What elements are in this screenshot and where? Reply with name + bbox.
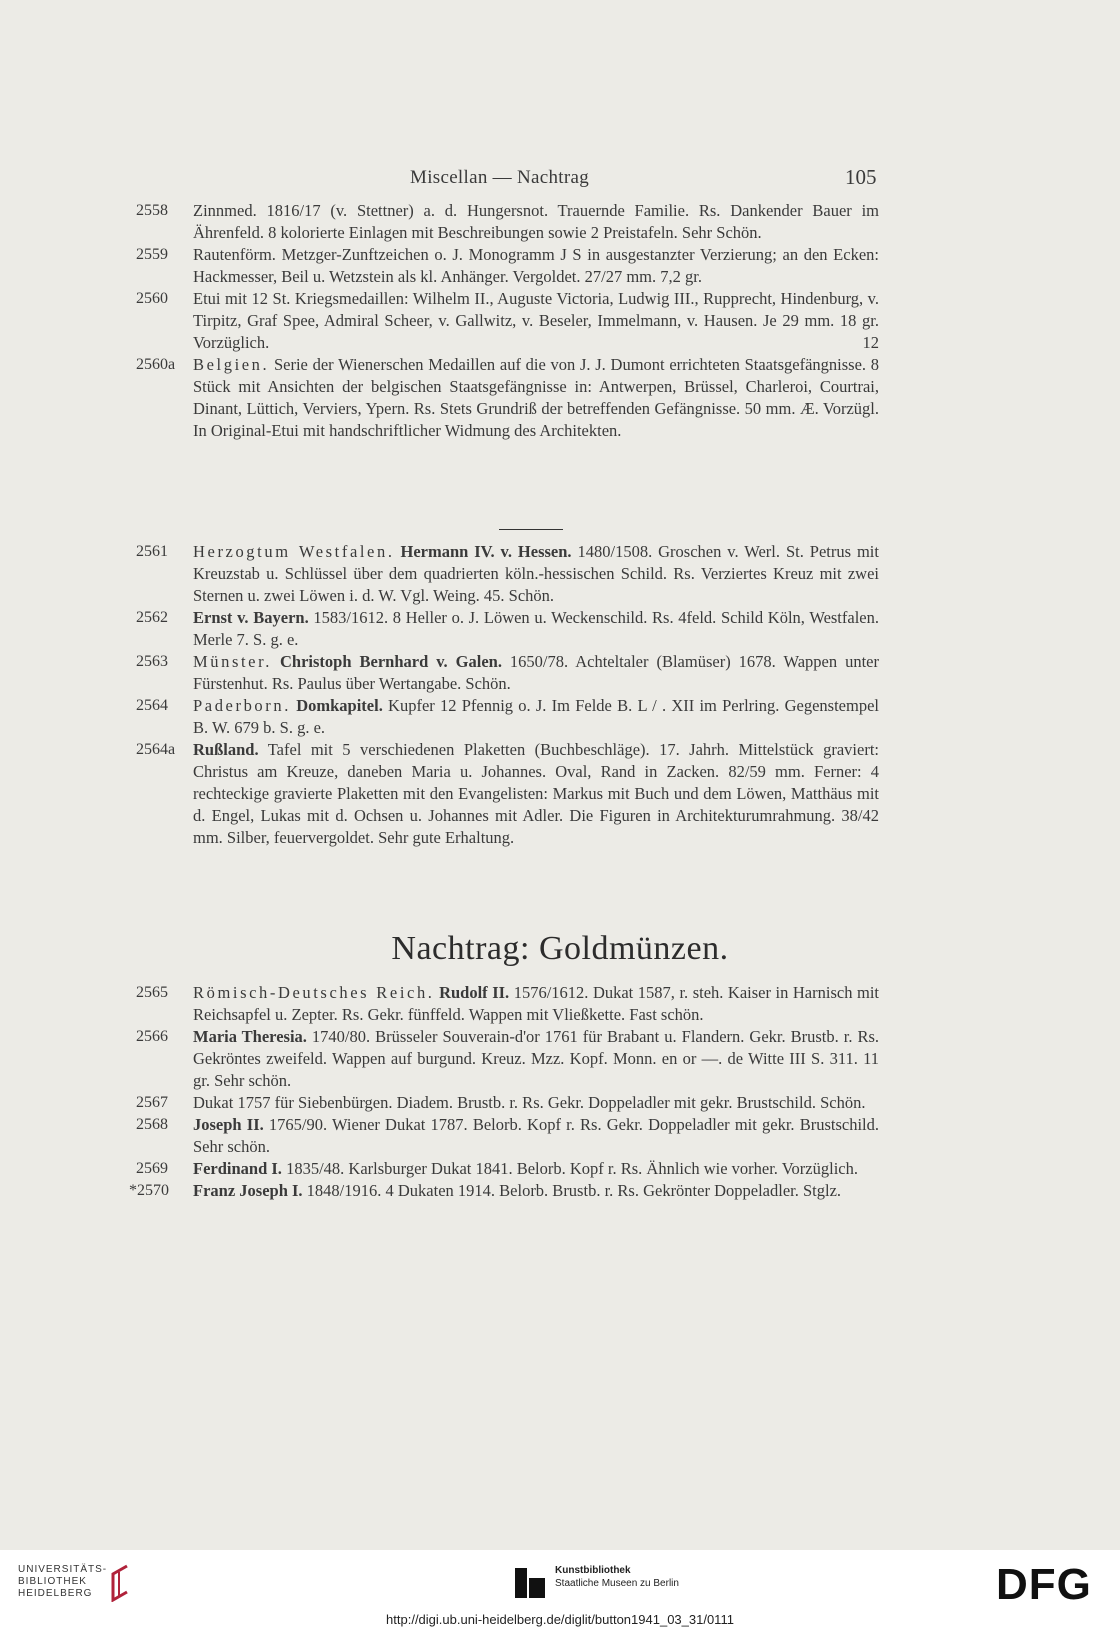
entry-description: Rautenförm. Metzger-Zunftzeichen o. J. Monogramm J S in ausgestanzter Verzierung; an den Ecken: Hackmesser, Beil u. Wetzstein als kl. Anhänger. Vergoldet. 27/27 mm. 7,2 gr.: [193, 245, 879, 286]
entry-description: 1480/1508. Groschen v. Werl. St. Petrus mit Kreuzstab u. Schlüssel über dem quadrierten köln.-hessischen Schild. Rs. Verziertes Kreuz mit zwei Sternen u. zwei Löwen i. d. W. Vgl. Weing. 45. Schön.: [193, 542, 879, 605]
catalog-entry: [0, 244, 1120, 288]
catalog-entry: [0, 1158, 1120, 1180]
catalog-entries-goldmuenzen: [0, 982, 1120, 1202]
catalog-entry: [0, 1092, 1120, 1114]
dfg-logo[interactable]: DFG: [996, 1560, 1092, 1609]
catalog-entry: [0, 1114, 1120, 1158]
ub-logo-line: BIBLIOTHEK: [18, 1576, 87, 1587]
catalog-entry: [0, 1180, 1120, 1202]
lot-number: 2560a: [136, 356, 176, 373]
entry-text: [193, 982, 879, 1026]
entry-text: [193, 200, 879, 244]
entry-text: [193, 244, 879, 288]
permalink-url[interactable]: http://digi.ub.uni-heidelberg.de/diglit/button1941_03_31/0111: [386, 1612, 734, 1627]
entry-text: [193, 739, 879, 849]
entry-ruler: Rußland.: [193, 740, 259, 759]
entry-text: [193, 288, 879, 354]
lot-number: 2563: [136, 653, 168, 670]
ub-logo-line: HEIDELBERG: [18, 1588, 93, 1599]
entry-text: [193, 651, 879, 695]
catalog-entries-nachtrag: [0, 541, 1120, 849]
ub-logo-line: UNIVERSITÄTS-: [18, 1564, 108, 1575]
catalog-entry: [0, 651, 1120, 695]
lot-number: 2558: [136, 202, 168, 219]
entry-description: 1583/1612. 8 Heller o. J. Löwen u. Weckenschild. Rs. 4feld. Schild Köln, Westfalen. Merle 7. S. g. e.: [193, 608, 879, 649]
entry-region: Belgien.: [193, 355, 270, 374]
entry-ruler: Maria Theresia.: [193, 1027, 307, 1046]
entry-text: [193, 607, 879, 651]
catalog-entry: [0, 541, 1120, 607]
entry-description: 1650/78. Achteltaler (Blamüser) 1678. Wappen unter Fürstenhut. Rs. Paulus über Wertangabe. Schön.: [193, 652, 879, 693]
entry-text: [193, 1180, 879, 1202]
lot-number: 2564a: [136, 741, 176, 758]
kunstbibliothek-mark-icon: [513, 1566, 547, 1600]
lot-number: 2565: [136, 984, 168, 1001]
entry-text: [193, 1158, 879, 1180]
entry-description: Zinnmed. 1816/17 (v. Stettner) a. d. Hungersnot. Trauernde Familie. Rs. Dankender Bauer im Ährenfeld. 8 kolorierte Einlagen mit Beschreibungen sowie 2 Preistafeln. Sehr Schön.: [193, 201, 879, 242]
entry-price: 12: [862, 333, 879, 352]
entry-description: Dukat 1757 für Siebenbürgen. Diadem. Brustb. r. Rs. Gekr. Doppeladler mit gekr. Brustschild. Schön.: [193, 1093, 866, 1112]
entry-description: 1835/48. Karlsburger Dukat 1841. Belorb. Kopf r. Rs. Ähnlich wie vorher. Vorzüglich.: [281, 1159, 858, 1178]
lot-number: 2561: [136, 543, 168, 560]
entry-description: 1576/1612. Dukat 1587, r. steh. Kaiser in Harnisch mit Reichsapfel u. Zepter. Rs. Gekr. fünffeld. Wappen mit Vließkette. Fast schön.: [193, 983, 879, 1024]
lot-number: *2570: [129, 1182, 169, 1199]
entry-region: Römisch-Deutsches Reich.: [193, 983, 435, 1002]
entry-text: [193, 695, 879, 739]
entry-ruler: Ernst v. Bayern.: [193, 608, 309, 627]
entry-region: Paderborn.: [193, 696, 291, 715]
catalog-entry: [0, 1026, 1120, 1092]
catalog-entry: [0, 695, 1120, 739]
running-head: [0, 163, 1120, 193]
entry-description: Tafel mit 5 verschiedenen Plaketten (Buchbeschläge). 17. Jahrh. Mittelstück graviert: Christus am Kreuze, daneben Maria u. Johannes. Oval, Rand in Zacken. 82/59 mm. Ferner: 4 rechteckige gravierte Plaketten mit den Evangelisten: Markus mit Buch und dem Löwen, Matthäus mit d. Engel, Lukas mit d. Ochsen u. Johannes mit Adler. Die Figuren in Architekturumrahmung. 38/42 mm. Silber, feuervergoldet. Sehr gute Erhaltung.: [193, 740, 879, 847]
catalog-entry: [0, 982, 1120, 1026]
lot-number: 2569: [136, 1160, 168, 1177]
entry-ruler: Domkapitel.: [296, 696, 383, 715]
lot-number: 2567: [136, 1094, 168, 1111]
section-heading: Nachtrag: Goldmünzen.: [391, 930, 729, 967]
catalog-entry: [0, 354, 1120, 442]
entry-description: 1740/80. Brüsseler Souverain-d'or 1761 für Brabant u. Flandern. Gekr. Brustb. r. Rs. Gekröntes zweifeld. Wappen auf burgund. Kreuz. Mzz. Kopf. Monn. en or —. de Witte III S. 311. 11 gr. Sehr schön.: [193, 1027, 879, 1090]
entry-text: [193, 1114, 879, 1158]
lot-number: 2560: [136, 290, 168, 307]
entry-text: [193, 541, 879, 607]
entry-description: 1848/1916. 4 Dukaten 1914. Belorb. Brustb. r. Rs. Gekrönter Doppeladler. Stglz.: [302, 1181, 842, 1200]
page-number: 105: [845, 165, 877, 189]
entry-ruler: Joseph II.: [193, 1115, 264, 1134]
running-title: Miscellan — Nachtrag: [410, 167, 590, 188]
section-divider: [499, 529, 563, 530]
entry-description: 1765/90. Wiener Dukat 1787. Belorb. Kopf r. Rs. Gekr. Doppeladler mit gekr. Brustschild. Sehr schön.: [193, 1115, 879, 1156]
entry-ruler: Franz Joseph I.: [193, 1181, 303, 1200]
entry-ruler: Rudolf II.: [439, 983, 510, 1002]
entry-region: Münster.: [193, 652, 273, 671]
lot-number: 2568: [136, 1116, 168, 1133]
entry-region: Herzogtum Westfalen.: [193, 542, 395, 561]
entry-text: [193, 354, 879, 442]
ub-heidelberg-logo[interactable]: [18, 1564, 107, 1600]
lot-number: 2562: [136, 609, 168, 626]
kunstbibliothek-name: Kunstbibliothek: [555, 1565, 631, 1576]
catalog-entry: [0, 288, 1120, 354]
catalog-entry: [0, 739, 1120, 849]
lot-number: 2566: [136, 1028, 168, 1045]
entry-ruler: Hermann IV. v. Hessen.: [400, 542, 572, 561]
entry-ruler: Christoph Bernhard v. Galen.: [280, 652, 502, 671]
catalog-entries-miscellan: [0, 200, 1120, 442]
viewer-footer: [0, 1550, 1120, 1632]
entry-text: [193, 1092, 879, 1114]
lot-number: 2559: [136, 246, 168, 263]
entry-ruler: Ferdinand I.: [193, 1159, 282, 1178]
entry-description: Etui mit 12 St. Kriegsmedaillen: Wilhelm II., Auguste Victoria, Ludwig III., Rupprecht, Hindenburg, v. Tirpitz, Graf Spee, Admiral Scheer, v. Gallwitz, v. Beseler, Immelmann, v. Hausen. Je 29 mm. 18 gr. Vorzüglich.: [193, 289, 879, 352]
catalog-entry: [0, 607, 1120, 651]
catalog-entry: [0, 200, 1120, 244]
lot-number: 2564: [136, 697, 168, 714]
entry-text: [193, 1026, 879, 1092]
kunstbibliothek-subtitle: Staatliche Museen zu Berlin: [555, 1578, 679, 1589]
entry-description: Kupfer 12 Pfennig o. J. Im Felde B. L / . XII im Perlring. Gegenstempel B. W. 679 b. S. g. e.: [193, 696, 880, 737]
entry-description: Serie der Wienerschen Medaillen auf die von J. J. Dumont errichteten Staatsgefängnisse. 8 Stück mit Ansichten der belgischen Staatsgefängnisse in: Antwerpen, Brüssel, Charleroi, Courtrai, Dinant, Lüttich, Verviers, Ypern. Rs. Stets Grundriß der betreffenden Gefängnisse. 50 mm. Æ. Vorzügl. In Original-Etui mit handschriftlicher Widmung des Architekten.: [193, 355, 879, 440]
ub-mark-icon: [105, 1564, 131, 1602]
